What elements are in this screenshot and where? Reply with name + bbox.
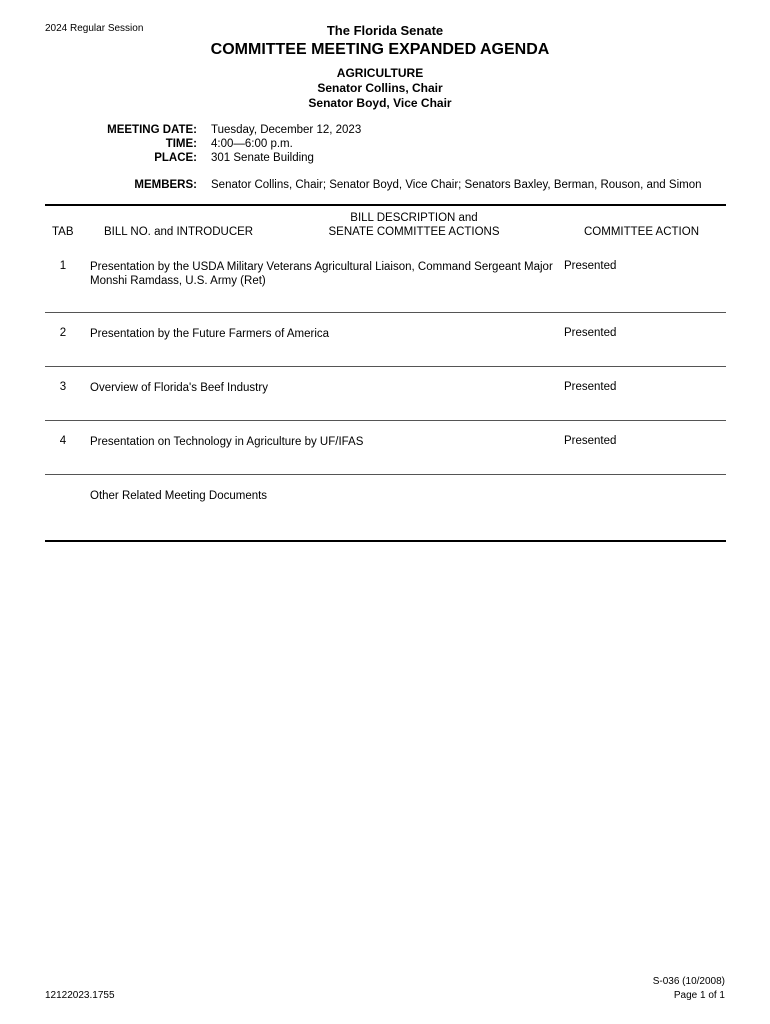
members-label: MEMBERS: <box>134 179 197 191</box>
row-description: Presentation on Technology in Agriculture by UF/IFAS <box>90 436 364 448</box>
row-tab-number: 4 <box>59 435 67 447</box>
members-list: Senator Collins, Chair; Senator Boyd, Vice Chair; Senators Baxley, Berman, Rouson, and Simon <box>211 179 702 191</box>
organization-name: The Florida Senate <box>326 23 444 38</box>
row-divider <box>45 366 726 367</box>
meeting-time: 4:00—6:00 p.m. <box>211 138 293 150</box>
row-description: Presentation by the USDA Military Veterans Agricultural Liaison, Command Sergeant Major Monshi Ramdass, U.S. Army (Ret) <box>90 261 553 287</box>
row-description: Overview of Florida's Beef Industry <box>90 382 268 394</box>
column-action-header: COMMITTEE ACTION <box>584 226 699 238</box>
column-bill-header: BILL NO. and INTRODUCER <box>104 226 254 238</box>
meeting-place: 301 Senate Building <box>211 152 314 164</box>
page-number: Page 1 of 1 <box>673 990 725 1001</box>
row-divider <box>45 312 726 313</box>
row-tab-number: 1 <box>59 260 67 272</box>
form-number: S-036 (10/2008) <box>652 976 725 987</box>
column-description-header-line2: SENATE COMMITTEE ACTIONS <box>328 226 500 238</box>
other-documents-link[interactable]: Other Related Meeting Documents <box>90 490 268 502</box>
meeting-date-label: MEETING DATE: <box>107 124 197 136</box>
meeting-date: Tuesday, December 12, 2023 <box>211 124 362 136</box>
time-label: TIME: <box>165 138 197 150</box>
header-rule <box>45 204 726 206</box>
document-id: 12122023.1755 <box>45 990 115 1001</box>
table-end-rule <box>45 540 726 542</box>
committee-name: AGRICULTURE <box>336 66 424 80</box>
place-label: PLACE: <box>154 152 197 164</box>
chair-name: Senator Collins, Chair <box>317 81 443 95</box>
row-description: Presentation by the Future Farmers of America <box>90 328 330 340</box>
vice-chair-name: Senator Boyd, Vice Chair <box>308 96 452 110</box>
session-label: 2024 Regular Session <box>45 23 144 34</box>
row-action: Presented <box>564 381 617 393</box>
row-divider <box>45 474 726 475</box>
row-tab-number: 2 <box>59 327 67 339</box>
row-divider <box>45 420 726 421</box>
column-description-header-line1: BILL DESCRIPTION and <box>350 212 478 224</box>
row-action: Presented <box>564 260 617 272</box>
row-tab-number: 3 <box>59 381 67 393</box>
page-title: COMMITTEE MEETING EXPANDED AGENDA <box>210 41 550 58</box>
row-action: Presented <box>564 435 617 447</box>
column-tab-header: TAB <box>52 226 74 238</box>
row-action: Presented <box>564 327 617 339</box>
